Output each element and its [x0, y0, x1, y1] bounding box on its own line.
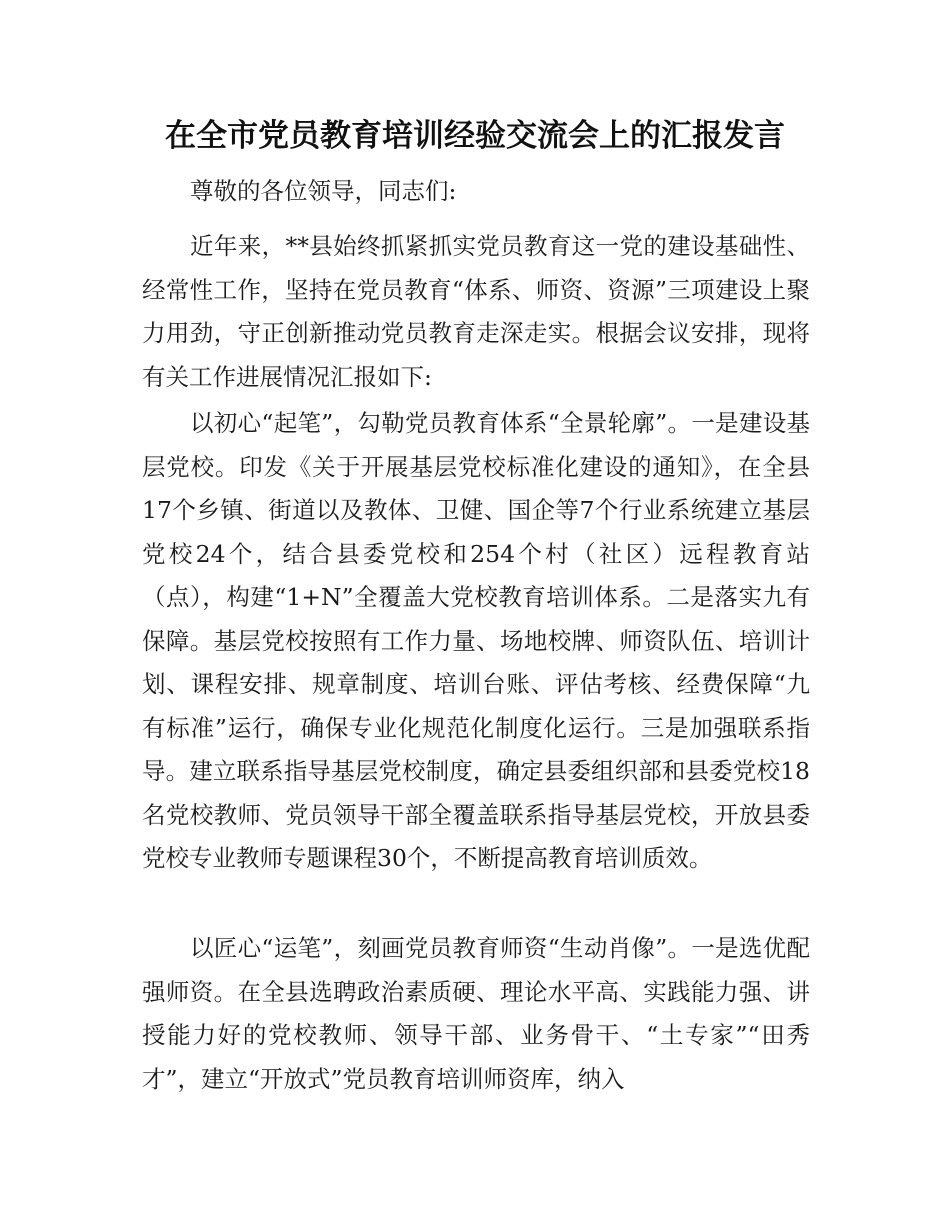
salutation: 尊敬的各位领导，同志们:: [190, 177, 457, 205]
paragraph-teachers: 以匠心“运笔”，刻画党员教育师资“生动肖像”。一是选优配强师资。在全县选聘政治素质硬、理论水平高、实践能力强、讲授能力好的党校教师、领导干部、业务骨干、“土专家”“田秀才”，建立“开放式”党员教育培训师资库，纳入: [142, 934, 810, 1093]
paragraph-system: 以初心“起笔”，勾勒党员教育体系“全景轮廓”。一是建设基层党校。印发《关于开展基层党校标准化建设的通知》，在全县17个乡镇、街道以及教体、卫健、国企等7个行业系统建立基层党校24个，结合县委党校和254个村（社区）远程教育站（点），构建“1+N”全覆盖大党校教育培训体系。二是落实九有保障。基层党校按照有工作力量、场地校牌、师资队伍、培训计划、课程安排、规章制度、培训台账、评估考核、经费保障“九有标准”运行，确保专业化规范化制度化运行。三是加强联系指导。建立联系指导基层党校制度，确定县委组织部和县委党校18名党校教师、党员领导干部全覆盖联系指导基层党校，开放县委党校专业教师专题课程30个，不断提高教育培训质效。: [142, 409, 810, 872]
paragraph-intro: 近年来，**县始终抓紧抓实党员教育这一党的建设基础性、经常性工作，坚持在党员教育“体系、师资、资源”三项建设上聚力用劲，守正创新推动党员教育走深走实。根据会议安排，现将有关工作进展情况汇报如下:: [142, 232, 810, 391]
document-title: 在全市党员教育培训经验交流会上的汇报发言: [165, 118, 785, 154]
